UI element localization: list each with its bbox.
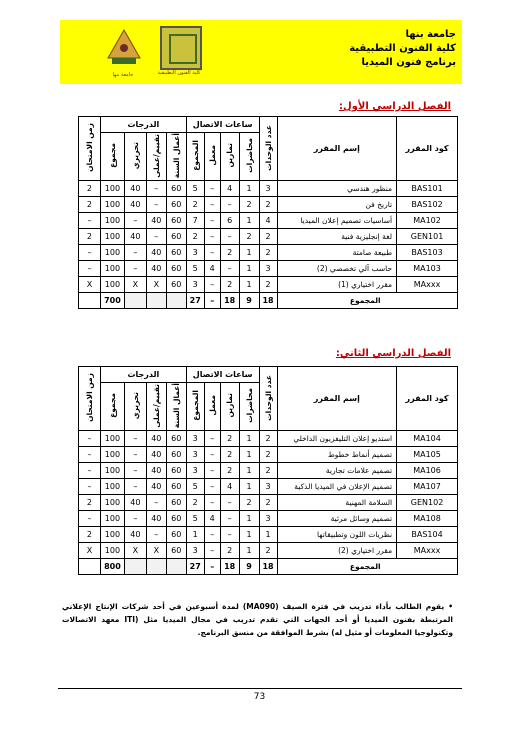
cell-name: تصميم الإعلان في الميديا الذكية	[277, 479, 397, 495]
cell-gtot: 100	[100, 277, 124, 293]
cell-lec: 1	[239, 479, 259, 495]
col-grade-total: مجموع	[107, 143, 117, 169]
cell-code: MA106	[397, 463, 458, 479]
cell-time: X	[79, 543, 101, 559]
cell-oral: 40	[146, 261, 166, 277]
col-name: إسم المقرر	[277, 367, 397, 431]
cell-time: 2	[79, 181, 101, 197]
cell-written: –	[124, 261, 146, 277]
cell-units: 2	[259, 431, 277, 447]
cell-oral: –	[146, 527, 166, 543]
cell-tot: 2	[186, 495, 204, 511]
total-lectures: 9	[239, 293, 259, 309]
faculty-logo-icon	[160, 26, 202, 70]
col-lab: معمل	[207, 145, 217, 166]
cell-lec: 1	[239, 447, 259, 463]
cell-code: MA105	[397, 447, 458, 463]
cell-lab: –	[204, 277, 220, 293]
col-oral: تقييم/عملى	[151, 383, 161, 428]
cell-work: 60	[166, 213, 186, 229]
cell-time: X	[79, 277, 101, 293]
total-label: المجموع	[277, 559, 457, 575]
cell-time: 2	[79, 229, 101, 245]
total-units: 18	[259, 559, 277, 575]
university-logo-icon	[106, 28, 142, 70]
cell-work: 60	[166, 463, 186, 479]
total-lab: –	[204, 293, 220, 309]
cell-lec: 2	[239, 495, 259, 511]
cell-tot: 5	[186, 181, 204, 197]
table-row	[79, 511, 458, 527]
cell-ex: 2	[220, 277, 239, 293]
cell-written: –	[124, 479, 146, 495]
cell-lab: –	[204, 197, 220, 213]
col-lab: معمل	[207, 395, 217, 416]
cell-lab: –	[204, 431, 220, 447]
col-exercises: تمارين	[225, 143, 235, 168]
cell-oral: 40	[146, 479, 166, 495]
university-name: جامعة بنها	[405, 29, 456, 40]
total-label: المجموع	[277, 293, 457, 309]
logo-caption-left: كلية الفنون التطبيقية	[157, 70, 201, 76]
cell-code: MA103	[397, 261, 458, 277]
cell-gtot: 100	[100, 261, 124, 277]
cell-tot: 3	[186, 447, 204, 463]
cell-lab: –	[204, 181, 220, 197]
col-grades: الدرجات	[100, 117, 186, 133]
total-hours: 27	[186, 293, 204, 309]
cell-gtot: 100	[100, 463, 124, 479]
table-row	[79, 527, 458, 543]
semester1-total-row	[79, 293, 458, 309]
total-lab: –	[204, 559, 220, 575]
semester1-title: الفصل الدراسي الأول:	[339, 101, 451, 112]
total-lectures: 9	[239, 559, 259, 575]
col-exercises: تمارين	[225, 393, 235, 418]
cell-oral: –	[146, 181, 166, 197]
cell-name: السلامة المهنية	[277, 495, 397, 511]
cell-time: –	[79, 213, 101, 229]
cell-code: BAS104	[397, 527, 458, 543]
cell-lec: 1	[239, 527, 259, 543]
cell-gtot: 100	[100, 197, 124, 213]
cell-work: 60	[166, 447, 186, 463]
cell-time: 2	[79, 197, 101, 213]
cell-tot: 3	[186, 543, 204, 559]
table-row	[79, 213, 458, 229]
cell-tot: 5	[186, 511, 204, 527]
col-exam-time: زمن الامتحان	[84, 373, 94, 423]
cell-gtot: 100	[100, 245, 124, 261]
table-row	[79, 431, 458, 447]
cell-tot: 3	[186, 431, 204, 447]
cell-oral: 40	[146, 213, 166, 229]
cell-name: تاريخ فن	[277, 197, 397, 213]
cell-oral: –	[146, 197, 166, 213]
cell-lec: 2	[239, 229, 259, 245]
cell-work: 60	[166, 543, 186, 559]
col-units: عدد الوحدات	[263, 374, 273, 421]
cell-units: 2	[259, 543, 277, 559]
cell-work: 60	[166, 277, 186, 293]
cell-lab: –	[204, 495, 220, 511]
cell-name: تصميم وسائل مرئية	[277, 511, 397, 527]
cell-lec: 1	[239, 245, 259, 261]
cell-written: 40	[124, 495, 146, 511]
cell-gtot: 100	[100, 543, 124, 559]
cell-work: 60	[166, 479, 186, 495]
cell-units: 1	[259, 527, 277, 543]
cell-units: 4	[259, 213, 277, 229]
cell-lab: –	[204, 213, 220, 229]
cell-work: 60	[166, 431, 186, 447]
table-row	[79, 181, 458, 197]
total-grades: 700	[100, 293, 124, 309]
cell-lab: –	[204, 543, 220, 559]
table-row	[79, 479, 458, 495]
cell-gtot: 100	[100, 527, 124, 543]
cell-code: MA108	[397, 511, 458, 527]
table-row	[79, 495, 458, 511]
cell-name: لغة إنجليزية فنية	[277, 229, 397, 245]
cell-lec: 1	[239, 431, 259, 447]
col-written: تحريري	[130, 142, 140, 170]
cell-tot: 2	[186, 197, 204, 213]
cell-written: X	[124, 277, 146, 293]
cell-code: BAS101	[397, 181, 458, 197]
cell-gtot: 100	[100, 447, 124, 463]
cell-lec: 1	[239, 511, 259, 527]
table-row	[79, 447, 458, 463]
cell-units: 2	[259, 463, 277, 479]
cell-lec: 2	[239, 197, 259, 213]
table-row	[79, 463, 458, 479]
cell-work: 60	[166, 511, 186, 527]
cell-units: 2	[259, 245, 277, 261]
cell-units: 3	[259, 479, 277, 495]
table-row	[79, 197, 458, 213]
cell-oral: X	[146, 543, 166, 559]
cell-gtot: 100	[100, 431, 124, 447]
cell-tot: 2	[186, 229, 204, 245]
cell-units: 2	[259, 197, 277, 213]
cell-written: –	[124, 463, 146, 479]
cell-units: 3	[259, 261, 277, 277]
col-total: المجموع	[190, 140, 200, 171]
cell-tot: 3	[186, 463, 204, 479]
page-number: 73	[253, 692, 266, 702]
cell-lab: –	[204, 447, 220, 463]
cell-lab: 4	[204, 261, 220, 277]
cell-code: BAS103	[397, 245, 458, 261]
cell-lec: 1	[239, 213, 259, 229]
cell-work: 60	[166, 527, 186, 543]
cell-written: –	[124, 447, 146, 463]
cell-ex: –	[220, 261, 239, 277]
cell-oral: –	[146, 229, 166, 245]
cell-ex: 2	[220, 543, 239, 559]
cell-work: 60	[166, 181, 186, 197]
cell-units: 3	[259, 511, 277, 527]
cell-gtot: 100	[100, 229, 124, 245]
cell-gtot: 100	[100, 479, 124, 495]
cell-ex: 2	[220, 431, 239, 447]
cell-gtot: 100	[100, 495, 124, 511]
cell-time: –	[79, 431, 101, 447]
cell-oral: 40	[146, 511, 166, 527]
col-contact-hours: ساعات الاتصال	[186, 117, 259, 133]
col-units: عدد الوحدات	[263, 124, 273, 171]
table-row	[79, 229, 458, 245]
cell-name: طبيعة صامتة	[277, 245, 397, 261]
table-row	[79, 277, 458, 293]
footer-divider	[58, 688, 462, 689]
cell-ex: –	[220, 511, 239, 527]
total-exercises: 18	[220, 293, 239, 309]
col-work: أعمال السنة	[171, 383, 181, 429]
cell-oral: 40	[146, 447, 166, 463]
cell-name: منظور هندسي	[277, 181, 397, 197]
cell-tot: 1	[186, 527, 204, 543]
cell-lab: –	[204, 245, 220, 261]
cell-written: 40	[124, 181, 146, 197]
col-lectures: محاضرات	[244, 388, 254, 424]
cell-ex: 2	[220, 447, 239, 463]
cell-time: –	[79, 447, 101, 463]
cell-work: 60	[166, 261, 186, 277]
cell-ex: –	[220, 527, 239, 543]
header-banner	[60, 20, 462, 84]
cell-ex: –	[220, 229, 239, 245]
cell-units: 2	[259, 229, 277, 245]
cell-ex: –	[220, 495, 239, 511]
cell-time: –	[79, 479, 101, 495]
col-name: إسم المقرر	[277, 117, 397, 181]
cell-lab: –	[204, 527, 220, 543]
cell-code: MAxxx	[397, 277, 458, 293]
cell-time: –	[79, 245, 101, 261]
cell-written: 40	[124, 527, 146, 543]
cell-name: تصميم علامات تجارية	[277, 463, 397, 479]
cell-written: –	[124, 431, 146, 447]
cell-time: –	[79, 511, 101, 527]
cell-units: 2	[259, 495, 277, 511]
cell-code: MA102	[397, 213, 458, 229]
header-text	[349, 28, 456, 70]
cell-name: استديو إعلان التليفزيون الداخلي	[277, 431, 397, 447]
cell-oral: 40	[146, 463, 166, 479]
cell-lec: 1	[239, 261, 259, 277]
total-grades: 800	[100, 559, 124, 575]
cell-time: –	[79, 261, 101, 277]
cell-gtot: 100	[100, 511, 124, 527]
cell-time: 2	[79, 527, 101, 543]
cell-time: –	[79, 463, 101, 479]
cell-lec: 1	[239, 277, 259, 293]
semester2-total-row	[79, 559, 458, 575]
col-oral: تقييم/عملى	[151, 133, 161, 178]
cell-lab: –	[204, 463, 220, 479]
cell-written: –	[124, 245, 146, 261]
cell-name: نظريات اللون وتطبيقاتها	[277, 527, 397, 543]
cell-oral: –	[146, 495, 166, 511]
cell-oral: 40	[146, 245, 166, 261]
cell-work: 60	[166, 229, 186, 245]
cell-ex: 2	[220, 245, 239, 261]
cell-units: 2	[259, 447, 277, 463]
cell-name: مقرر اختياري (2)	[277, 543, 397, 559]
cell-code: MAxxx	[397, 543, 458, 559]
cell-ex: 6	[220, 213, 239, 229]
cell-code: BAS102	[397, 197, 458, 213]
col-code: كود المقرر	[397, 367, 458, 431]
cell-ex: –	[220, 197, 239, 213]
cell-written: 40	[124, 197, 146, 213]
semester2-title: الفصل الدراسي الثاني:	[335, 348, 451, 359]
program-name: برنامج فنون الميديا	[361, 57, 456, 68]
cell-name: أساسيات تصميم إعلان الميديا	[277, 213, 397, 229]
cell-name: مقرر اختياري (1)	[277, 277, 397, 293]
cell-gtot: 100	[100, 181, 124, 197]
cell-written: X	[124, 543, 146, 559]
cell-name: حاسب آلي تخصصي (2)	[277, 261, 397, 277]
cell-ex: 4	[220, 479, 239, 495]
cell-lec: 1	[239, 181, 259, 197]
cell-lec: 1	[239, 543, 259, 559]
col-written: تحريري	[130, 392, 140, 420]
cell-oral: X	[146, 277, 166, 293]
cell-work: 60	[166, 197, 186, 213]
cell-units: 3	[259, 181, 277, 197]
cell-time: 2	[79, 495, 101, 511]
semester1-table	[78, 116, 458, 309]
cell-tot: 3	[186, 277, 204, 293]
cell-work: 60	[166, 495, 186, 511]
cell-written: –	[124, 213, 146, 229]
col-total: المجموع	[190, 390, 200, 421]
col-lectures: محاضرات	[244, 138, 254, 174]
cell-code: MA107	[397, 479, 458, 495]
cell-ex: 4	[220, 181, 239, 197]
cell-code: GEN102	[397, 495, 458, 511]
table-row	[79, 245, 458, 261]
col-work: أعمال السنة	[171, 133, 181, 179]
cell-work: 60	[166, 245, 186, 261]
col-grade-total: مجموع	[107, 393, 117, 419]
cell-oral: 40	[146, 431, 166, 447]
table-row	[79, 261, 458, 277]
cell-written: 40	[124, 229, 146, 245]
cell-tot: 3	[186, 245, 204, 261]
logo-caption-right: جامعة بنها	[112, 72, 134, 78]
total-exercises: 18	[220, 559, 239, 575]
table-row	[79, 543, 458, 559]
cell-code: GEN101	[397, 229, 458, 245]
cell-written: –	[124, 511, 146, 527]
cell-ex: 2	[220, 463, 239, 479]
col-exam-time: زمن الامتحان	[84, 123, 94, 173]
faculty-name: كلية الفنون التطبيقية	[349, 43, 456, 54]
total-units: 18	[259, 293, 277, 309]
cell-lab: –	[204, 229, 220, 245]
cell-code: MA104	[397, 431, 458, 447]
cell-lab: –	[204, 479, 220, 495]
cell-tot: 5	[186, 261, 204, 277]
col-grades: الدرجات	[100, 367, 186, 383]
cell-name: تصميم أنماط خطوط	[277, 447, 397, 463]
cell-units: 2	[259, 277, 277, 293]
cell-tot: 5	[186, 479, 204, 495]
cell-gtot: 100	[100, 213, 124, 229]
cell-lec: 1	[239, 463, 259, 479]
total-hours: 27	[186, 559, 204, 575]
cell-tot: 7	[186, 213, 204, 229]
col-code: كود المقرر	[397, 117, 458, 181]
col-contact-hours: ساعات الاتصال	[186, 367, 259, 383]
cell-lab: 4	[204, 511, 220, 527]
semester2-table	[78, 366, 458, 575]
training-note: • يقوم الطالب بأداء تدريب في فترة الصيف (MA090) لمدة أسبوعين في أحد شركات الإنتاج الإعلاني المرتبطة بفنون الميديا أو أحد الجهات التي تقدم تدريب في مجال الميديا مثل (ITI معهد الاتصالات وتكنولوجيا المعلومات أو مثيل له) بشرط الموافقة من منسق البرنامج.	[62, 602, 453, 637]
